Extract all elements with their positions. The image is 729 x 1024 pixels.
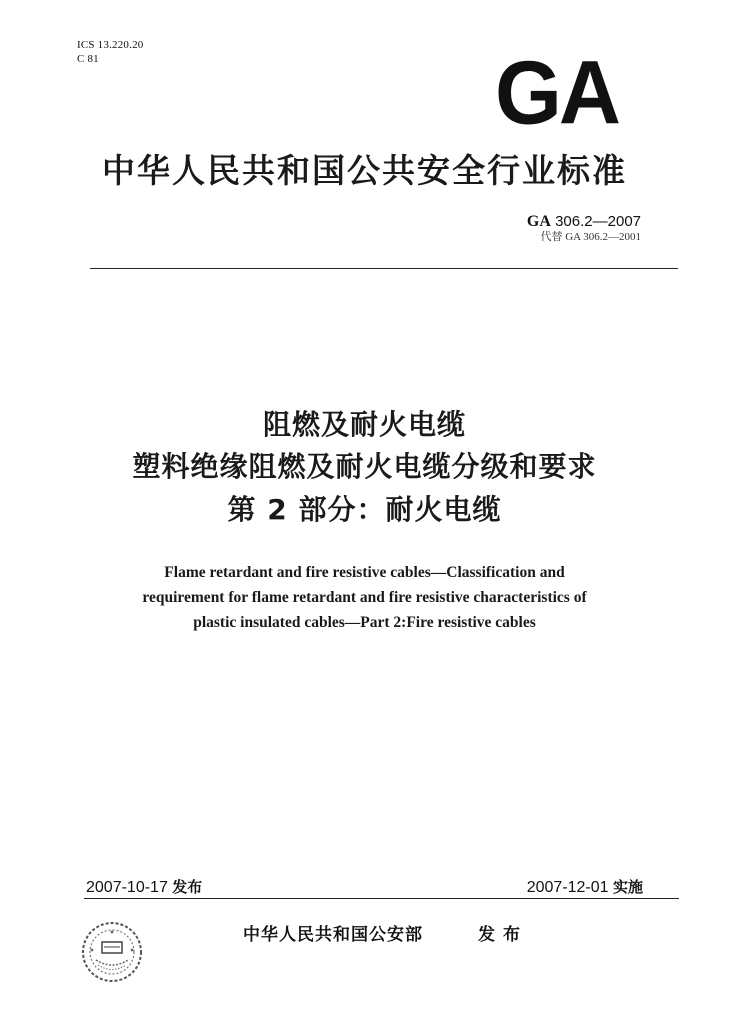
issue-date-value: 2007-10-17 (86, 879, 168, 896)
standard-number (527, 213, 641, 231)
chinese-title-line-3: 第 2 部分：耐火电缆 (227, 493, 502, 526)
implementation-date-value: 2007-12-01 (526, 879, 609, 896)
standard-number-prefix: GA (526, 213, 551, 230)
standard-category-title: 中华人民共和国公共安全行业标准 (102, 151, 627, 190)
publisher: 中华人民共和国公安部 (243, 925, 423, 945)
classification-codes (77, 38, 143, 66)
english-title-line-3: plastic insulated cables—Part 2:Fire resistive cables (193, 614, 536, 631)
issue-date-label: 发布 (172, 878, 203, 896)
english-title-line-2: requirement for flame retardant and fire resistive characteristics of (142, 589, 587, 606)
chinese-title-line-1: 阻燃及耐火电缆 (262, 408, 466, 441)
implementation-date-label: 实施 (612, 878, 643, 896)
ccs-code: C 81 (77, 53, 99, 65)
english-title-line-1: Flame retardant and fire resistive cables—Classification and (164, 564, 565, 581)
chinese-title-line-2: 塑料绝缘阻燃及耐火电缆分级和要求 (132, 450, 597, 483)
official-seal-icon (80, 920, 144, 984)
header-divider (90, 268, 678, 269)
english-title (0, 560, 729, 635)
replaced-standard: 代替 GA 306.2—2001 (540, 231, 641, 243)
ics-code: ICS 13.220.20 (77, 39, 144, 51)
standard-number-value: 306.2—2007 (555, 213, 641, 230)
implementation-date (527, 877, 643, 898)
issue-date (86, 877, 202, 898)
publish-label: 发布 (478, 925, 528, 945)
footer-divider (84, 898, 679, 899)
ga-logo: GA (495, 42, 618, 144)
